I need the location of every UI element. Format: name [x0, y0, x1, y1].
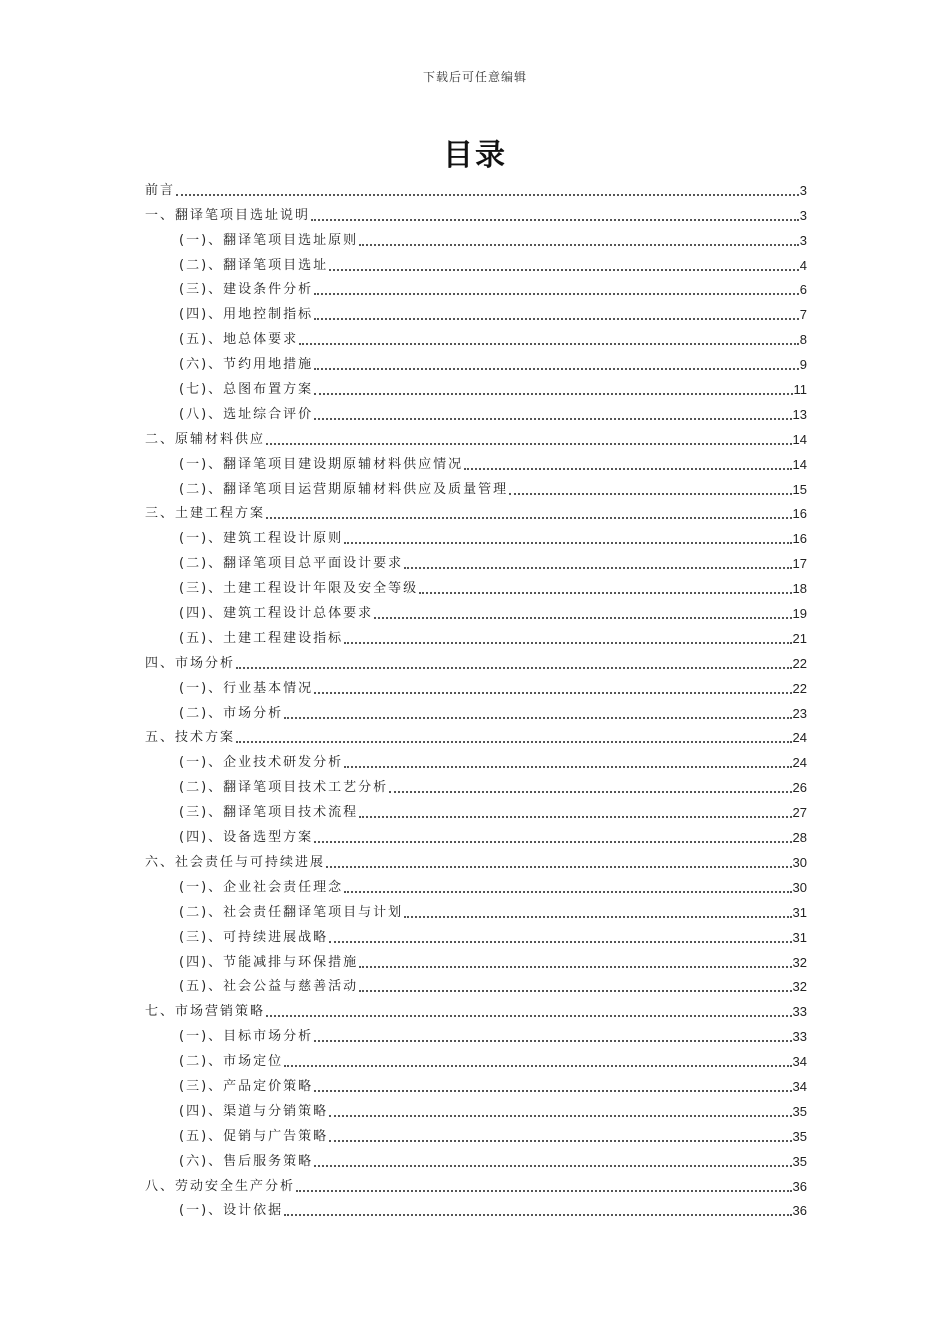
toc-entry-page: 18	[792, 581, 807, 597]
toc-entry-page: 36	[792, 1203, 807, 1219]
dot-leader	[314, 293, 799, 295]
dot-leader	[236, 667, 792, 669]
toc-subentry[interactable]	[145, 973, 807, 998]
toc-entry-label: (一)、建筑工程设计原则	[179, 531, 344, 547]
toc-subentry[interactable]	[145, 325, 807, 350]
toc-entry-label: (三)、可持续进展战略	[179, 929, 329, 945]
toc-entry-page: 17	[792, 556, 807, 572]
toc-entry-page: 24	[792, 755, 807, 771]
toc-subentry[interactable]	[145, 549, 807, 574]
toc-subentry[interactable]	[145, 350, 807, 375]
toc-entry-label: (二)、翻译笔项目选址	[179, 257, 329, 273]
toc-entry-page: 22	[792, 680, 807, 696]
toc-entry-page: 24	[792, 730, 807, 746]
toc-subentry[interactable]	[145, 1047, 807, 1072]
toc-subentry[interactable]	[145, 375, 807, 400]
dot-leader	[329, 1115, 791, 1117]
toc-entry-page: 23	[792, 705, 807, 721]
dot-leader	[266, 443, 792, 445]
toc-entry-page: 31	[792, 929, 807, 945]
dot-leader	[314, 393, 792, 395]
toc-entry-page: 7	[799, 307, 807, 323]
toc-entry-label: (一)、目标市场分析	[179, 1029, 314, 1045]
toc-entry[interactable]	[145, 848, 807, 873]
dot-leader	[329, 941, 791, 943]
toc-entry-label: 八、劳动安全生产分析	[145, 1178, 296, 1194]
toc-entry[interactable]	[145, 425, 807, 450]
toc-entry-page: 13	[792, 406, 807, 422]
toc-subentry[interactable]	[145, 1022, 807, 1047]
dot-leader	[404, 567, 791, 569]
toc-subentry[interactable]	[145, 1072, 807, 1097]
toc-entry-page: 27	[792, 805, 807, 821]
dot-leader	[314, 692, 791, 694]
toc-subentry[interactable]	[145, 400, 807, 425]
dot-leader	[284, 717, 791, 719]
toc-entry[interactable]	[145, 649, 807, 674]
toc-entry-label: (四)、设备选型方案	[179, 830, 314, 846]
toc-entry-page: 35	[792, 1103, 807, 1119]
toc-entry-page: 26	[792, 780, 807, 796]
toc-entry-label: (二)、市场分析	[179, 705, 284, 721]
toc-entry-page: 35	[792, 1153, 807, 1169]
toc-subentry[interactable]	[145, 923, 807, 948]
toc-entry-label: (五)、地总体要求	[179, 332, 299, 348]
dot-leader	[314, 418, 791, 420]
toc-entry-label: (一)、企业技术研发分析	[179, 755, 344, 771]
toc-entry[interactable]	[145, 500, 807, 525]
toc-entry-page: 6	[799, 282, 807, 298]
toc-entry-label: (一)、设计依据	[179, 1203, 284, 1219]
toc-entry-label: 一、翻译笔项目选址说明	[145, 207, 311, 223]
toc-entry-label: (七)、总图布置方案	[179, 382, 314, 398]
dot-leader	[329, 1140, 791, 1142]
toc-entry-label: 四、市场分析	[145, 655, 236, 671]
toc-entry-page: 33	[792, 1004, 807, 1020]
dot-leader	[326, 866, 792, 868]
toc-entry-label: 七、市场营销策略	[145, 1004, 266, 1020]
toc-subentry[interactable]	[145, 1147, 807, 1172]
toc-entry-label: (四)、节能减排与环保措施	[179, 954, 359, 970]
toc-entry[interactable]	[145, 724, 807, 749]
dot-leader	[359, 990, 791, 992]
toc-subentry[interactable]	[145, 226, 807, 251]
toc-entry-page: 14	[792, 456, 807, 472]
dot-leader	[344, 891, 791, 893]
toc-subentry[interactable]	[145, 748, 807, 773]
toc-subentry[interactable]	[145, 276, 807, 301]
toc-entry-page: 16	[792, 531, 807, 547]
toc-entry-label: (一)、企业社会责任理念	[179, 879, 344, 895]
toc-entry[interactable]	[145, 1172, 807, 1197]
dot-leader	[314, 841, 791, 843]
toc-entry-page: 28	[792, 830, 807, 846]
table-of-contents	[145, 176, 807, 1221]
toc-subentry[interactable]	[145, 873, 807, 898]
toc-entry-label: (一)、翻译笔项目建设期原辅材料供应情况	[179, 456, 464, 472]
toc-entry-label: (四)、渠道与分销策略	[179, 1103, 329, 1119]
toc-entry-page: 32	[792, 979, 807, 995]
toc-entry-page: 31	[792, 904, 807, 920]
toc-entry-label: 三、土建工程方案	[145, 506, 266, 522]
toc-subentry[interactable]	[145, 674, 807, 699]
toc-subentry[interactable]	[145, 898, 807, 923]
toc-entry-label: (六)、售后服务策略	[179, 1153, 314, 1169]
toc-subentry[interactable]	[145, 475, 807, 500]
toc-entry-page: 19	[792, 606, 807, 622]
toc-entry-label: (三)、产品定价策略	[179, 1078, 314, 1094]
toc-entry-label: (二)、翻译笔项目总平面设计要求	[179, 556, 404, 572]
toc-entry-page: 4	[799, 257, 807, 273]
dot-leader	[299, 343, 799, 345]
toc-subentry[interactable]	[145, 773, 807, 798]
dot-leader	[236, 741, 792, 743]
toc-subentry[interactable]	[145, 574, 807, 599]
toc-entry-page: 30	[792, 879, 807, 895]
toc-entry[interactable]	[145, 201, 807, 226]
toc-entry-label: (一)、行业基本情况	[179, 680, 314, 696]
toc-subentry[interactable]	[145, 300, 807, 325]
toc-entry-label: (五)、社会公益与慈善活动	[179, 979, 359, 995]
toc-entry[interactable]	[145, 997, 807, 1022]
dot-leader	[374, 617, 791, 619]
toc-entry-page: 22	[792, 655, 807, 671]
toc-entry-label: (一)、翻译笔项目选址原则	[179, 232, 359, 248]
toc-title: 目录	[443, 138, 507, 173]
toc-entry-page: 9	[799, 357, 807, 373]
toc-subentry[interactable]	[145, 823, 807, 848]
dot-leader	[464, 468, 791, 470]
toc-entry-page: 32	[792, 954, 807, 970]
toc-subentry[interactable]	[145, 524, 807, 549]
dot-leader	[266, 1015, 792, 1017]
dot-leader	[176, 194, 799, 196]
toc-entry-page: 36	[792, 1178, 807, 1194]
dot-leader	[389, 791, 791, 793]
dot-leader	[509, 493, 791, 495]
toc-subentry[interactable]	[145, 251, 807, 276]
toc-entry-label: (六)、节约用地措施	[179, 357, 314, 373]
toc-subentry[interactable]	[145, 599, 807, 624]
toc-subentry[interactable]	[145, 798, 807, 823]
toc-entry-label: (三)、建设条件分析	[179, 282, 314, 298]
toc-entry-label: 五、技术方案	[145, 730, 236, 746]
dot-leader	[359, 816, 791, 818]
toc-subentry[interactable]	[145, 450, 807, 475]
dot-leader	[344, 766, 791, 768]
toc-subentry[interactable]	[145, 699, 807, 724]
dot-leader	[284, 1065, 791, 1067]
toc-entry-page: 34	[792, 1054, 807, 1070]
dot-leader	[314, 318, 799, 320]
toc-entry-label: (四)、用地控制指标	[179, 307, 314, 323]
dot-leader	[344, 642, 791, 644]
toc-entry-label: (二)、市场定位	[179, 1054, 284, 1070]
toc-entry-page: 3	[799, 232, 807, 248]
toc-entry[interactable]	[145, 176, 807, 201]
toc-entry-page: 15	[792, 481, 807, 497]
toc-entry-label: (三)、翻译笔项目技术流程	[179, 805, 359, 821]
toc-entry-page: 34	[792, 1078, 807, 1094]
toc-entry-page: 33	[792, 1029, 807, 1045]
dot-leader	[314, 368, 799, 370]
toc-entry-label: 二、原辅材料供应	[145, 431, 266, 447]
dot-leader	[344, 542, 791, 544]
dot-leader	[311, 219, 799, 221]
toc-entry-label: (二)、翻译笔项目运营期原辅材料供应及质量管理	[179, 481, 509, 497]
toc-entry-page: 16	[792, 506, 807, 522]
toc-entry-page: 14	[792, 431, 807, 447]
dot-leader	[266, 517, 792, 519]
toc-entry-page: 8	[799, 332, 807, 348]
toc-entry-page: 3	[799, 207, 807, 223]
toc-entry-label: (三)、土建工程设计年限及安全等级	[179, 581, 419, 597]
toc-entry-label: (二)、社会责任翻译笔项目与计划	[179, 904, 404, 920]
header-note: 下载后可任意编辑	[422, 70, 527, 84]
toc-entry-page: 11	[793, 382, 807, 398]
toc-entry-page: 3	[799, 182, 807, 198]
toc-subentry[interactable]	[145, 1197, 807, 1222]
dot-leader	[404, 916, 791, 918]
toc-entry-label: 前言	[145, 182, 176, 198]
dot-leader	[419, 592, 791, 594]
toc-entry-label: 六、社会责任与可持续进展	[145, 854, 326, 870]
toc-subentry[interactable]	[145, 1122, 807, 1147]
toc-entry-label: (五)、土建工程建设指标	[179, 630, 344, 646]
toc-entry-page: 30	[792, 854, 807, 870]
dot-leader	[314, 1165, 791, 1167]
dot-leader	[329, 269, 799, 271]
toc-entry-page: 35	[792, 1128, 807, 1144]
dot-leader	[314, 1090, 791, 1092]
toc-entry-page: 21	[792, 630, 807, 646]
toc-entry-label: (八)、选址综合评价	[179, 406, 314, 422]
dot-leader	[359, 966, 791, 968]
dot-leader	[359, 244, 799, 246]
toc-subentry[interactable]	[145, 948, 807, 973]
dot-leader	[296, 1190, 792, 1192]
toc-entry-label: (四)、建筑工程设计总体要求	[179, 606, 374, 622]
toc-entry-label: (二)、翻译笔项目技术工艺分析	[179, 780, 389, 796]
toc-subentry[interactable]	[145, 1097, 807, 1122]
dot-leader	[314, 1040, 791, 1042]
dot-leader	[284, 1214, 791, 1216]
toc-subentry[interactable]	[145, 624, 807, 649]
toc-entry-label: (五)、促销与广告策略	[179, 1128, 329, 1144]
